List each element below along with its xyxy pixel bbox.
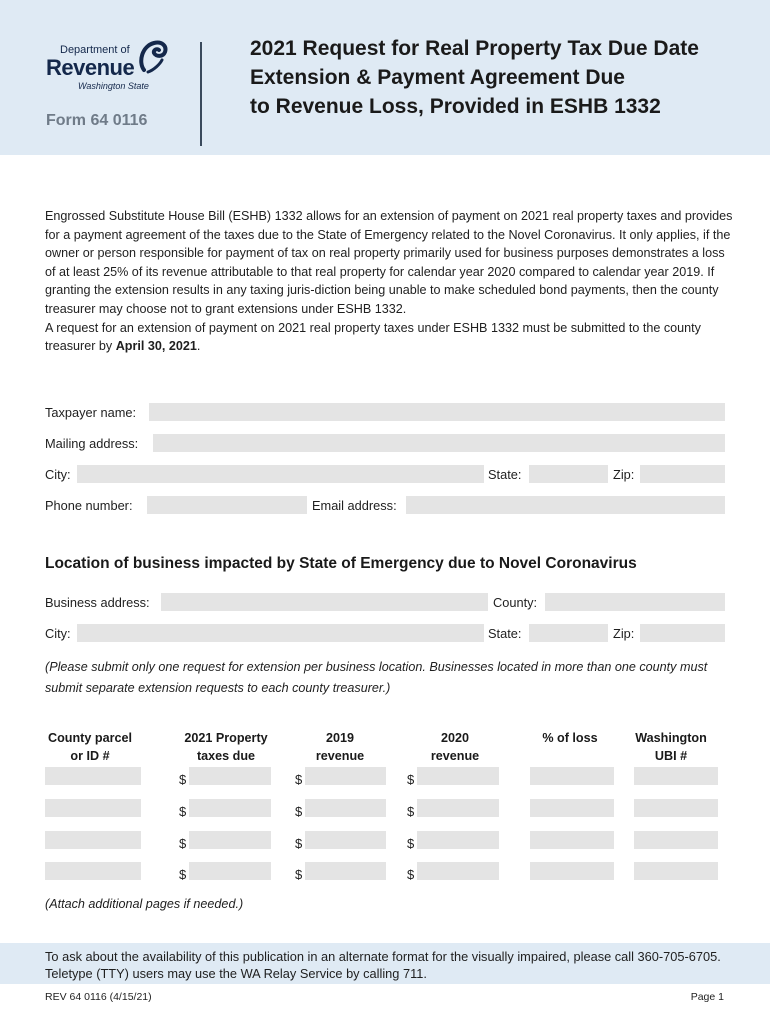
intro-text [45,207,735,356]
dollar-sign: $ [407,867,415,882]
revenue-2020-field[interactable] [417,831,499,849]
parcel-id-field[interactable] [45,831,141,849]
email-field[interactable] [406,496,725,514]
deadline-date: April 30, 2021 [115,339,197,354]
business-state-label: State: [488,626,522,641]
parcel-id-field[interactable] [45,862,141,880]
dollar-sign: $ [295,772,303,787]
form-revision-code: REV 64 0116 (4/15/21) [45,991,152,1003]
column-header-line: or ID # [70,749,110,763]
mailing-address-label: Mailing address: [45,436,139,451]
dollar-sign: $ [295,836,303,851]
ubi-field[interactable] [634,767,718,785]
column-header-loss-pct [520,729,620,747]
taxes-due-field[interactable] [189,799,271,817]
state-label: State: [488,467,522,482]
taxes-due-field[interactable] [189,767,271,785]
accessibility-notice: To ask about the availability of this publication in an alternate format for the visually impaired, please call 360-705-6705. Teletype (TTY) users may use the WA Relay Service by calling 711. [45,949,721,981]
form-title-line: Extension & Payment Agreement Due [250,66,625,89]
column-header-line: 2020 [440,731,470,745]
county-label: County: [493,595,538,610]
loss-pct-field[interactable] [530,862,614,880]
column-header-line: revenue [430,749,480,763]
city-field[interactable] [77,465,484,483]
zip-field[interactable] [640,465,725,483]
loss-pct-field[interactable] [530,799,614,817]
column-header-line: UBI # [654,749,688,763]
business-address-field[interactable] [161,593,488,611]
business-city-field[interactable] [77,624,484,642]
column-header-ubi [621,729,721,765]
dollar-sign: $ [407,804,415,819]
intro-paragraph-2-end: . [196,339,201,354]
loss-pct-field[interactable] [530,767,614,785]
zip-label: Zip: [613,467,635,482]
ubi-field[interactable] [634,831,718,849]
dollar-sign: $ [179,804,187,819]
intro-paragraph-2 [45,319,735,356]
logo-state-text: Washington State [78,81,149,91]
form-title [250,34,750,121]
form-title-line: 2021 Request for Real Property Tax Due Date [250,37,699,60]
business-city-label: City: [45,626,71,641]
taxes-due-field[interactable] [189,831,271,849]
page-number: Page 1 [690,991,724,1003]
logo-department-text: Department of [60,44,130,56]
dollar-sign: $ [407,772,415,787]
revenue-2020-field[interactable] [417,799,499,817]
business-address-label: Business address: [45,595,150,610]
logo-agency-text: Revenue [46,55,135,80]
dollar-sign: $ [407,836,415,851]
intro-paragraph-2-text: A request for an extension of payment on 2021 real property taxes under ESHB 1332 must be submitted to the county treasurer by [45,320,701,354]
header-divider [200,42,202,146]
city-label: City: [45,467,71,482]
column-header-revenue-2020 [405,729,505,765]
intro-paragraph-1: Engrossed Substitute House Bill (ESHB) 1332 allows for an extension of payment on 2021 real property taxes and provides for a payment agreement of the taxes due to the State of Emergency related to the Novel Coronavirus. It only applies, if the owner or person responsible for payment of tax on real property primarily used for business purposes demonstrates a loss of at least 25% of its revenue attributable to that real property for calendar year 2020 compared to calendar year 2019. If granting the extension results in any taxing juris-diction being unable to make scheduled bond payments, then the county treasurer may choose not to grant extensions under ESHB 1332. [45,209,733,316]
form-number: Form 64 0116 [46,112,148,129]
taxes-due-field[interactable] [189,862,271,880]
dollar-sign: $ [179,772,187,787]
ubi-field[interactable] [634,862,718,880]
business-zip-field[interactable] [640,624,725,642]
attach-pages-note: (Attach additional pages if needed.) [45,897,244,911]
location-section-title: Location of business impacted by State of Emergency due to Novel Coronavirus [45,555,637,572]
revenue-2019-field[interactable] [305,799,386,817]
column-header-line: taxes due [196,749,256,763]
revenue-2019-field[interactable] [305,767,386,785]
business-state-field[interactable] [529,624,608,642]
parcel-id-field[interactable] [45,767,141,785]
business-zip-label: Zip: [613,626,635,641]
mailing-address-field[interactable] [153,434,725,452]
parcel-id-field[interactable] [45,799,141,817]
state-field[interactable] [529,465,608,483]
column-header-line: County parcel [48,731,132,745]
column-header-line: 2019 [325,731,355,745]
revenue-2019-field[interactable] [305,862,386,880]
dor-swoosh-logo-icon [138,40,168,76]
email-label: Email address: [312,498,397,513]
column-header-parcel [40,729,140,765]
dollar-sign: $ [295,867,303,882]
column-header-taxes-due [170,729,282,765]
dollar-sign: $ [179,867,187,882]
column-header-line: 2021 Property [184,731,268,745]
dollar-sign: $ [179,836,187,851]
revenue-2020-field[interactable] [417,767,499,785]
dollar-sign: $ [295,804,303,819]
taxpayer-name-field[interactable] [149,403,725,421]
phone-field[interactable] [147,496,307,514]
loss-pct-field[interactable] [530,831,614,849]
phone-label: Phone number: [45,498,133,513]
form-title-line: to Revenue Loss, Provided in ESHB 1332 [250,95,661,118]
column-header-line: revenue [315,749,365,763]
ubi-field[interactable] [634,799,718,817]
dor-logo [46,40,186,95]
revenue-2019-field[interactable] [305,831,386,849]
column-header-line: Washington [635,731,707,745]
one-request-note: (Please submit only one request for extension per business location. Businesses located in more than one county must submit separate extension requests to each county treasurer.) [45,660,708,695]
revenue-2020-field[interactable] [417,862,499,880]
column-header-line: % of loss [542,731,598,745]
column-header-revenue-2019 [290,729,390,765]
county-field[interactable] [545,593,725,611]
taxpayer-name-label: Taxpayer name: [45,405,137,420]
